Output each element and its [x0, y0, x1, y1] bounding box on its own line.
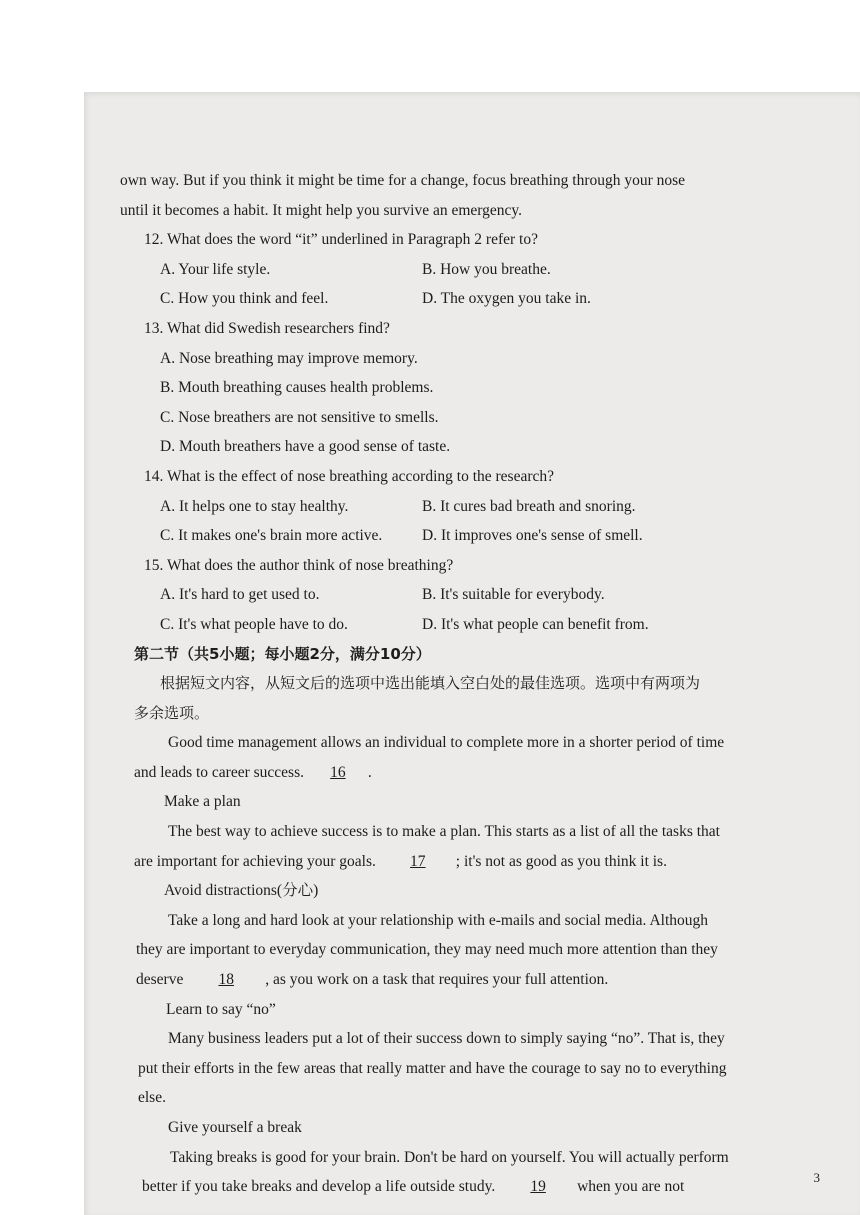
- options-row: [120, 580, 790, 610]
- paragraph-text: , as you work on a task that requires your full attention.: [265, 971, 609, 989]
- paragraph-line: Many business leaders put a lot of their success down to simply saying “no”. That is, they: [168, 1030, 725, 1048]
- paragraph-line: The best way to achieve success is to make a plan. This starts as a list of all the tasks that: [168, 823, 720, 841]
- option-a: A. Nose breathing may improve memory.: [160, 349, 418, 367]
- paragraph-text: ; it's not as good as you think it is.: [455, 852, 667, 870]
- options-row: [120, 255, 790, 285]
- option-c: C. It's what people have to do.: [160, 615, 348, 633]
- paragraph-text: are important for achieving your goals.: [134, 852, 376, 870]
- paragraph-line: they are important to everyday communication, they may need much more attention than they: [136, 941, 718, 959]
- paragraph-line: [120, 847, 790, 877]
- options-row: [120, 610, 790, 640]
- question-12: 12. What does the word “it” underlined in Paragraph 2 refer to?: [144, 231, 538, 249]
- instructions-line: 多余选项。: [134, 703, 210, 722]
- passage-line: until it becomes a habit. It might help you survive an emergency.: [120, 201, 523, 219]
- paragraph-line: put their efforts in the few areas that really matter and have the courage to say no to everything: [138, 1059, 727, 1077]
- subheading: Make a plan: [164, 793, 241, 811]
- instructions-line: 根据短文内容，从短文后的选项中选出能填入空白处的最佳选项。选项中有两项为: [160, 674, 701, 693]
- options-row: [120, 521, 790, 551]
- option-d: D. It improves one's sense of smell.: [422, 527, 643, 545]
- option-b: B. How you breathe.: [422, 260, 551, 278]
- option-d: D. Mouth breathers have a good sense of taste.: [160, 438, 451, 456]
- paragraph-line: Take a long and hard look at your relationship with e-mails and social media. Although: [168, 911, 708, 929]
- paragraph-line: [120, 965, 790, 995]
- paragraph-text: better if you take breaks and develop a life outside study.: [142, 1178, 496, 1196]
- question-15: 15. What does the author think of nose breathing?: [144, 556, 454, 574]
- option-b: B. It's suitable for everybody.: [422, 586, 605, 604]
- option-c: C. It makes one's brain more active.: [160, 527, 383, 545]
- paragraph-line: Taking breaks is good for your brain. Don't be hard on yourself. You will actually perform: [170, 1148, 729, 1166]
- option-d: D. It's what people can benefit from.: [422, 615, 649, 633]
- paragraph-line: [120, 758, 790, 788]
- paragraph-text: when you are not: [577, 1178, 685, 1196]
- subheading: Give yourself a break: [168, 1119, 302, 1136]
- options-row: [120, 492, 790, 522]
- subheading: Learn to say “no”: [166, 1000, 276, 1018]
- paragraph-text: and leads to career success.: [134, 763, 304, 781]
- option-c: C. How you think and feel.: [160, 290, 329, 308]
- blank-17[interactable]: 17: [410, 852, 426, 870]
- paragraph-line: else.: [138, 1089, 166, 1107]
- paragraph-line: [120, 1172, 790, 1202]
- blank-16[interactable]: 16: [330, 763, 346, 781]
- option-c: C. Nose breathers are not sensitive to smells.: [160, 408, 439, 426]
- section-heading: 第二节（共5小题；每小题2分，满分10分）: [134, 644, 431, 663]
- exam-page: [120, 166, 790, 1202]
- option-b: B. It cures bad breath and snoring.: [422, 497, 636, 515]
- passage-line: own way. But if you think it might be time for a change, focus breathing through your nose: [120, 172, 686, 189]
- paragraph-text: deserve: [136, 971, 184, 989]
- paragraph-line: Good time management allows an individual to complete more in a shorter period of time: [168, 734, 725, 752]
- option-a: A. It helps one to stay healthy.: [160, 497, 349, 515]
- question-14: 14. What is the effect of nose breathing according to the research?: [144, 467, 555, 485]
- blank-18[interactable]: 18: [218, 971, 234, 989]
- subheading: Avoid distractions(分心): [164, 882, 319, 900]
- option-a: A. Your life style.: [160, 260, 271, 278]
- option-d: D. The oxygen you take in.: [422, 290, 591, 308]
- paragraph-text: .: [367, 763, 372, 781]
- page-number: 3: [813, 1170, 820, 1185]
- blank-19[interactable]: 19: [530, 1178, 546, 1196]
- option-b: B. Mouth breathing causes health problems.: [160, 379, 434, 397]
- question-13: 13. What did Swedish researchers find?: [144, 319, 390, 337]
- option-a: A. It's hard to get used to.: [160, 586, 320, 604]
- options-row: [120, 284, 790, 314]
